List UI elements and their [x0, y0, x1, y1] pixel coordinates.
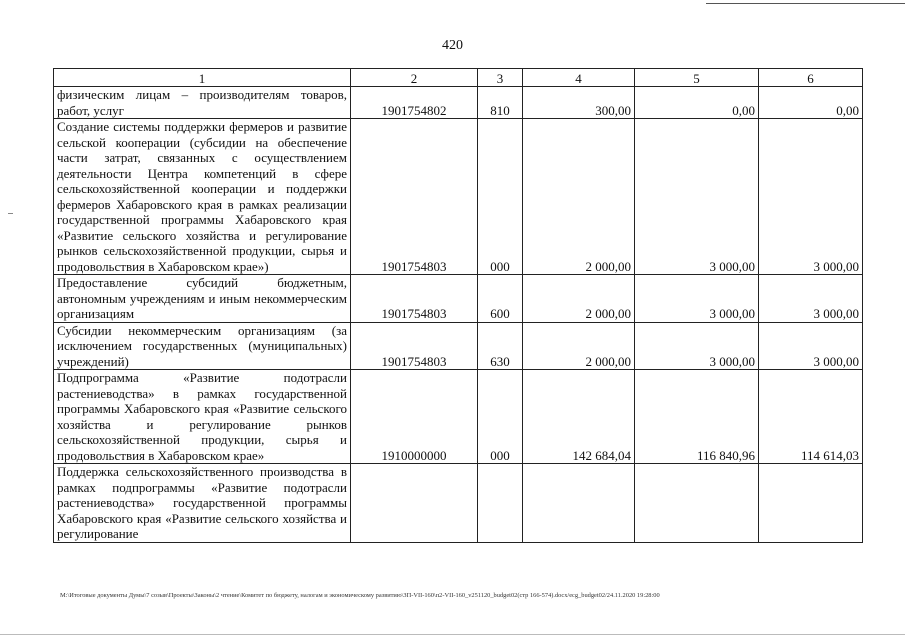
- row-expense-type: 810: [478, 87, 523, 119]
- column-header: 6: [759, 69, 863, 87]
- file-path-footer: M:\Итоговые документы Думы\7 созыв\Проекты\Законы\2 чтение\Комитет по бюджету, налогам и экономическому развитию\ЗП-VII-160\п2-VII-160_v251120_budget02(стр 166-574).docx/ecg_budget02/24.11.2020 19:28:00: [60, 592, 660, 599]
- margin-mark: [8, 213, 13, 214]
- table-row: [54, 464, 863, 543]
- row-expense-type: 600: [478, 275, 523, 323]
- table-header-row: [54, 69, 863, 87]
- row-value-col4: 142 684,04: [523, 370, 635, 464]
- top-rule: [706, 3, 905, 4]
- row-value-col5: 3 000,00: [635, 275, 759, 323]
- column-header: 3: [478, 69, 523, 87]
- row-name: физическим лицам – производителям товаров, работ, услуг: [54, 87, 351, 119]
- row-value-col6: [759, 464, 863, 543]
- table-row: [54, 87, 863, 119]
- column-header: 5: [635, 69, 759, 87]
- row-code: 1901754802: [351, 87, 478, 119]
- row-value-col6: 3 000,00: [759, 322, 863, 370]
- row-value-col6: 0,00: [759, 87, 863, 119]
- column-header: 2: [351, 69, 478, 87]
- row-expense-type: 000: [478, 370, 523, 464]
- row-expense-type: 000: [478, 119, 523, 275]
- row-name: Предоставление субсидий бюджетным, автономным учреждениям и иным некоммерческим организациям: [54, 275, 351, 323]
- row-value-col5: 116 840,96: [635, 370, 759, 464]
- row-value-col4: 300,00: [523, 87, 635, 119]
- table-row: [54, 275, 863, 323]
- page-number: 420: [442, 38, 463, 53]
- row-name: Поддержка сельскохозяйственного производства в рамках подпрограммы «Развитие подотрасли растениеводства» государственной программы Хабаровского края «Развитие сельского хозяйства и регулирование: [54, 464, 351, 543]
- row-value-col6: 3 000,00: [759, 275, 863, 323]
- row-value-col5: 3 000,00: [635, 322, 759, 370]
- row-code: 1901754803: [351, 322, 478, 370]
- row-value-col4: 2 000,00: [523, 119, 635, 275]
- row-code: [351, 464, 478, 543]
- bottom-rule: [0, 634, 905, 635]
- column-header: 1: [54, 69, 351, 87]
- row-expense-type: 630: [478, 322, 523, 370]
- row-value-col6: 114 614,03: [759, 370, 863, 464]
- table-row: [54, 370, 863, 464]
- row-value-col5: 3 000,00: [635, 119, 759, 275]
- row-value-col5: [635, 464, 759, 543]
- column-header: 4: [523, 69, 635, 87]
- row-code: 1910000000: [351, 370, 478, 464]
- row-value-col4: 2 000,00: [523, 275, 635, 323]
- table-row: [54, 119, 863, 275]
- row-expense-type: [478, 464, 523, 543]
- table-row: [54, 322, 863, 370]
- row-name: Субсидии некоммерческим организациям (за исключением государственных (муниципальных) учреждений): [54, 322, 351, 370]
- row-code: 1901754803: [351, 119, 478, 275]
- row-name: Создание системы поддержки фермеров и развитие сельской кооперации (субсидии на обеспечение части затрат, связанных с осуществлением деятельности Центра компетенций в сфере сельскохозяйственной кооперации и поддержки фермеров Хабаровского края в рамках реализации государственной программы Хабаровского края «Развитие сельского хозяйства и регулирование рынков сельскохозяйственной продукции, сырья и продовольствия в Хабаровском крае»): [54, 119, 351, 275]
- row-code: 1901754803: [351, 275, 478, 323]
- row-value-col6: 3 000,00: [759, 119, 863, 275]
- row-name: Подпрограмма «Развитие подотрасли растениеводства» в рамках государственной программы Хабаровского края «Развитие сельского хозяйства и регулирование рынков сельскохозяйственной продукции, сырья и продовольствия в Хабаровском крае»: [54, 370, 351, 464]
- row-value-col4: 2 000,00: [523, 322, 635, 370]
- row-value-col4: [523, 464, 635, 543]
- row-value-col5: 0,00: [635, 87, 759, 119]
- budget-table: [53, 68, 863, 543]
